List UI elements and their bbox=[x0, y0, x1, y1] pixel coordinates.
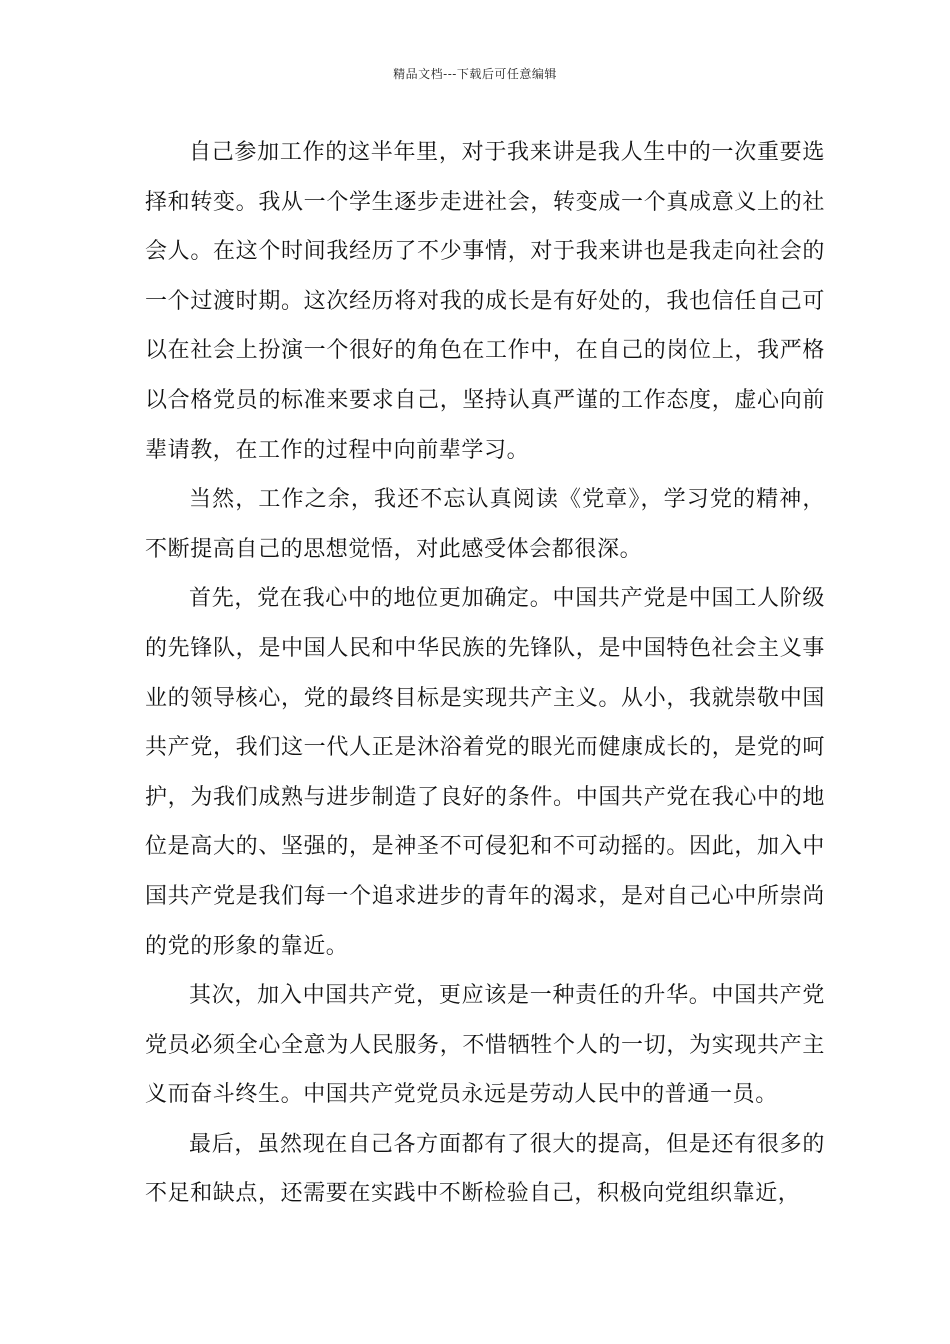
page-header: 精品文档---下载后可任意编辑 bbox=[393, 67, 557, 81]
paragraph-1: 自己参加工作的这半年里，对于我来讲是我人生中的一次重要选择和转变。我从一个学生逐步走进社会，转变成一个真成意义上的社会人。在这个时间我经历了不少事情，对于我来讲也是我走向社会的一个过渡时期。这次经历将对我的成长是有好处的，我也信任自己可以在社会上扮演一个很好的角色在工作中，在自己的岗位上，我严格以合格党员的标准来要求自己，坚持认真严谨的工作态度，虚心向前辈请教，在工作的过程中向前辈学习。 bbox=[145, 140, 825, 463]
paragraph-5: 最后，虽然现在自己各方面都有了很大的提高，但是还有很多的不足和缺点，还需要在实践中不断检验自己，积极向党组织靠近， bbox=[145, 1131, 825, 1207]
document-body bbox=[145, 128, 825, 1219]
paragraph-4: 其次，加入中国共产党，更应该是一种责任的升华。中国共产党党员必须全心全意为人民服务，不惜牺牲个人的一切，为实现共产主义而奋斗终生。中国共产党党员永远是劳动人民中的普通一员。 bbox=[145, 983, 825, 1108]
paragraph-2: 当然，工作之余，我还不忘认真阅读《党章》，学习党的精神，不断提高自己的思想觉悟，对此感受体会都很深。 bbox=[145, 487, 825, 562]
paragraph-3: 首先，党在我心中的地位更加确定。中国共产党是中国工人阶级的先锋队，是中国人民和中华民族的先锋队，是中国特色社会主义事业的领导核心，党的最终目标是实现共产主义。从小，我就崇敬中国共产党，我们这一代人正是沐浴着党的眼光而健康成长的，是党的呵护，为我们成熟与进步制造了良好的条件。中国共产党在我心中的地位是高大的、坚强的，是神圣不可侵犯和不可动摇的。因此，加入中国共产党是我们每一个追求进步的青年的渴求，是对自己心中所崇尚的党的形象的靠近。 bbox=[145, 586, 825, 959]
